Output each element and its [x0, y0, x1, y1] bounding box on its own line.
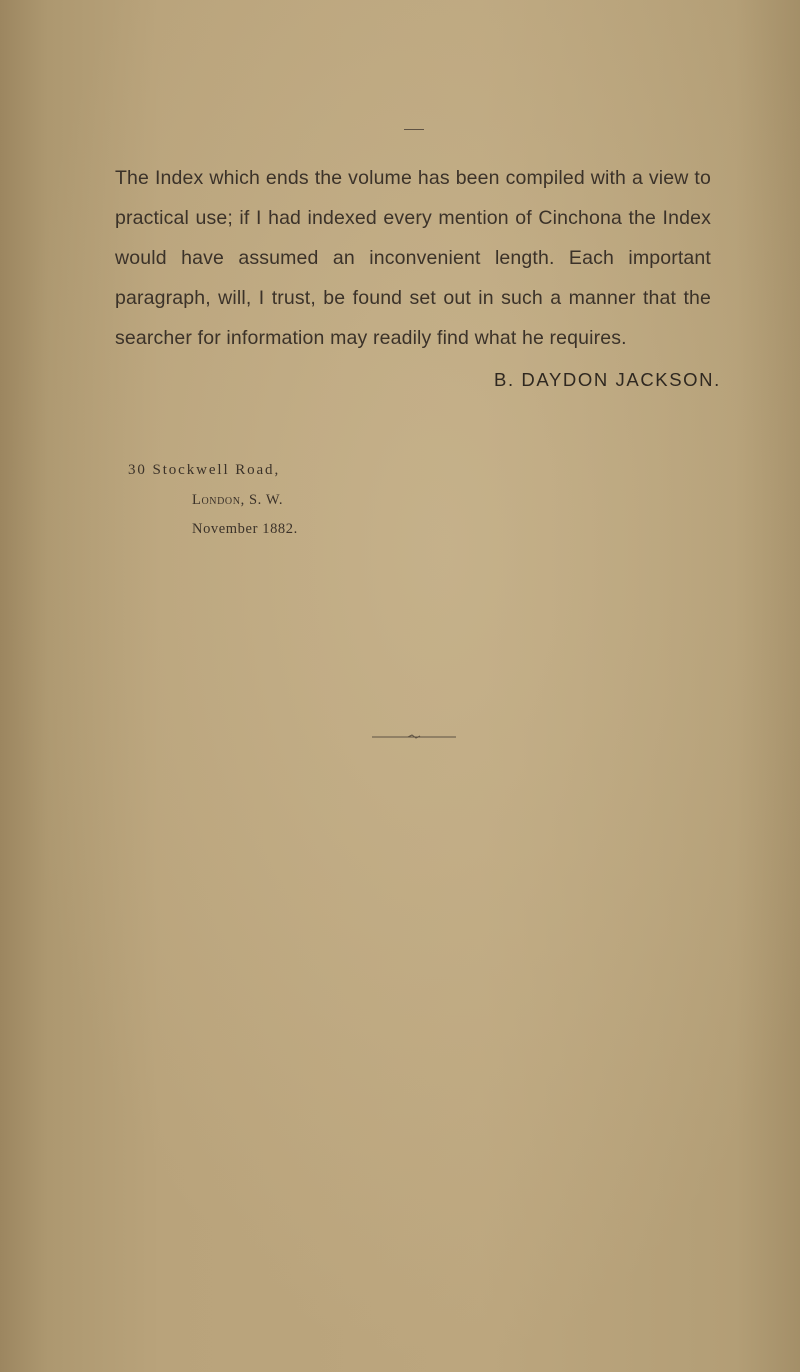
address-street: 30 Stockwell Road,	[128, 462, 281, 478]
top-rule	[404, 129, 424, 130]
address-date: November 1882.	[192, 521, 298, 537]
author-signature: B. DAYDON JACKSON.	[494, 369, 721, 390]
end-ornament-rule	[372, 732, 456, 742]
address-city: London, S. W.	[192, 492, 284, 508]
preface-paragraph: The Index which ends the volume has been compiled with a view to practical use; if I had indexed every mention of Cinchona the Index would have assumed an inconvenient length. Each important paragraph, will, I trust, be found set out in such a manner that the searcher for information may readily find what he requires.	[115, 167, 711, 349]
